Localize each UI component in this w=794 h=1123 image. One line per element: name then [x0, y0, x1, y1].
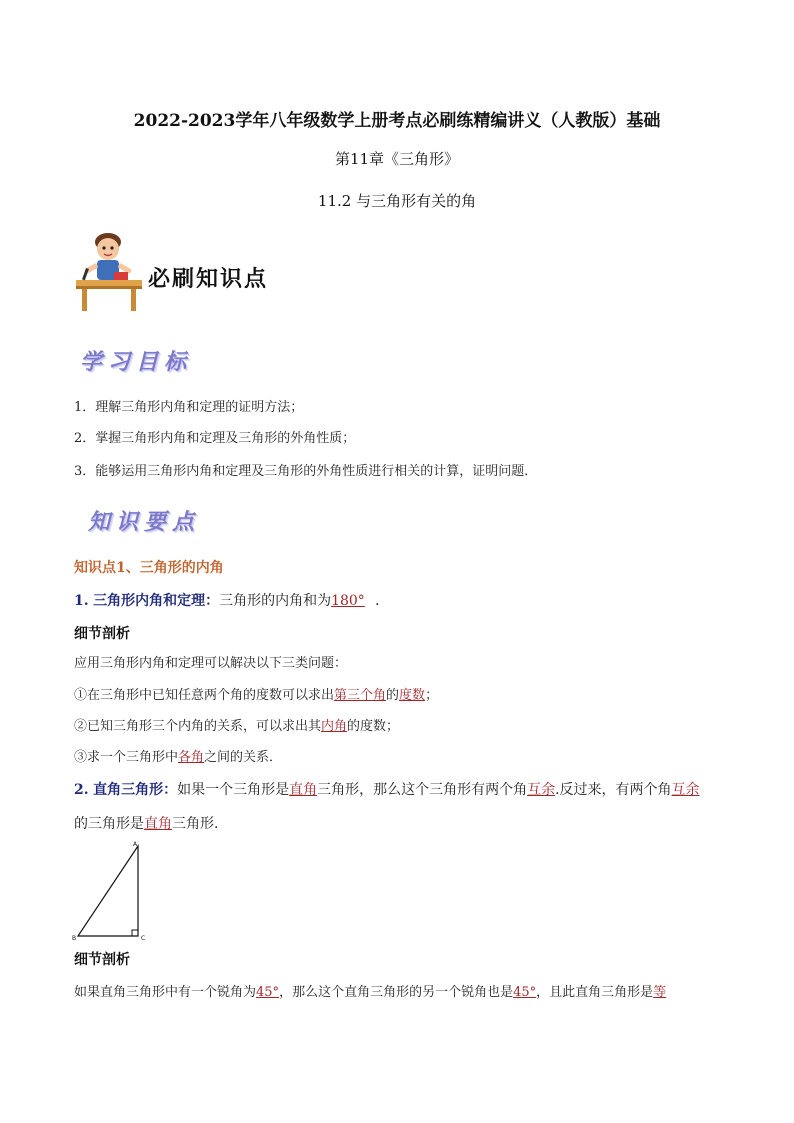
chapter-title: 第11章《三角形》 — [334, 150, 460, 168]
answer-blank: 180° — [331, 593, 365, 609]
answer-blank: 互余 — [671, 782, 700, 798]
text-segment: ，那么这个直角三角形的另一个锐角也是 — [279, 985, 514, 1000]
vertex-label-c: C — [141, 935, 146, 942]
right-triangle-figure — [70, 838, 160, 944]
text-segment: ③求一个三角形中 — [74, 750, 179, 765]
point-1-number: 1. — [74, 593, 89, 609]
section-title: 11.2 与三角形有关的角 — [317, 192, 477, 210]
text-segment: 三角形，那么这个三角形有两个角 — [317, 782, 528, 798]
text-segment: 的三角形是 — [74, 816, 144, 832]
point-1-label: 三角形内角和定理 — [93, 593, 206, 609]
answer-blank: 45° — [256, 985, 280, 1000]
text-segment: 三角形. — [172, 816, 219, 832]
detail-intro: 应用三角形内角和定理可以解决以下三类问题： — [74, 656, 348, 671]
answer-blank: 等 — [653, 985, 667, 1000]
point-2-paragraph — [74, 780, 700, 800]
text-segment: ①在三角形中已知任意两个角的度数可以求出 — [74, 688, 335, 703]
answer-blank: 互余 — [527, 782, 556, 798]
text-segment: 的 — [386, 688, 400, 703]
detail-item-1 — [74, 686, 438, 706]
point-2-colon: ： — [163, 782, 178, 798]
vertex-label-b: B — [72, 935, 77, 942]
point-2-label: 直角三角形 — [93, 782, 164, 798]
detail-item-2 — [74, 717, 399, 737]
key-points-banner: 知识要点 — [88, 510, 201, 535]
point-2-paragraph-cont — [74, 814, 218, 834]
answer-blank: 直角 — [289, 782, 318, 798]
learning-goal-item: 3．能够运用三角形内角和定理及三角形的外角性质进行相关的计算，证明问题． — [74, 464, 538, 479]
text-segment: ，且此直角三角形是 — [536, 985, 654, 1000]
learning-goal-item: 1．理解三角形内角和定理的证明方法； — [74, 400, 304, 415]
point-1-paragraph — [74, 591, 389, 611]
section-label-must-know: 必刷知识点 — [148, 267, 269, 292]
text-segment: .反过来，有两个角 — [555, 782, 672, 798]
document-title: 2022-2023学年八年级数学上册考点必刷练精编讲义（人教版）基础 — [133, 111, 661, 131]
text-segment: 的度数； — [347, 719, 400, 734]
vertex-label-a: A — [133, 841, 138, 848]
point-1-text: 三角形的内角和为 — [219, 593, 332, 609]
right-angle-mark — [132, 930, 138, 936]
answer-blank: 45° — [513, 985, 537, 1000]
answer-blank: 直角 — [144, 816, 172, 832]
text-segment: 如果直角三角形中有一个锐角为 — [74, 985, 257, 1000]
point-1-end: ． — [375, 593, 390, 609]
answer-blank: 内角 — [321, 719, 348, 734]
text-segment: ； — [425, 688, 439, 703]
answer-blank: 度数 — [399, 688, 426, 703]
knowledge-point-heading: 知识点1、三角形的内角 — [74, 560, 224, 576]
learning-goal-item: 2．掌握三角形内角和定理及三角形的外角性质； — [74, 431, 356, 446]
detail-analysis-heading: 细节剖析 — [74, 952, 130, 968]
answer-blank: 第三个角 — [334, 688, 387, 703]
text-segment: 之间的关系． — [204, 750, 283, 765]
point-2-number: 2. — [74, 782, 89, 798]
student-at-desk-icon — [74, 228, 144, 312]
detail-analysis-heading: 细节剖析 — [74, 626, 130, 642]
answer-blank: 各角 — [178, 750, 205, 765]
learning-goals-banner: 学习目标 — [80, 350, 193, 375]
text-segment: ②已知三角形三个内角的关系，可以求出其 — [74, 719, 322, 734]
text-segment: 如果一个三角形是 — [177, 782, 290, 798]
detail-item-3 — [74, 748, 282, 768]
detail-2-paragraph — [74, 983, 666, 1003]
triangle-shape — [78, 846, 138, 936]
point-1-colon: ： — [205, 593, 220, 609]
